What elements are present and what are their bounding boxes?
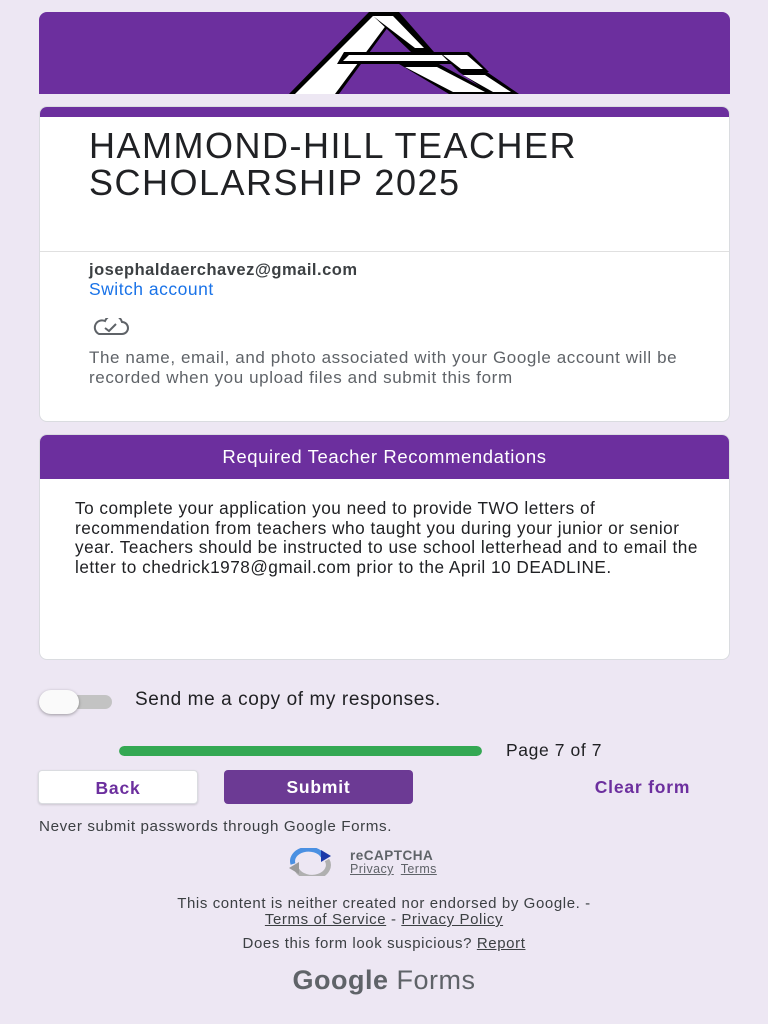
page-indicator: Page 7 of 7 (506, 740, 603, 760)
google-forms-logo[interactable] (0, 965, 768, 996)
account-email: josephaldaerchavez@gmail.com (89, 261, 358, 279)
section-card (39, 434, 730, 660)
brand-forms: Forms (396, 965, 476, 995)
terms-of-service-link[interactable]: Terms of Service (264, 911, 387, 928)
ark-logo (39, 12, 730, 94)
disclaimer-text: This content is neither created nor endorsed by Google. - (177, 895, 591, 912)
recaptcha-links (350, 862, 444, 876)
progress-fill (119, 746, 482, 756)
recaptcha-icon (287, 848, 335, 876)
record-notice: The name, email, and photo associated with your Google account will be recorded when you upload files and submit this form (89, 348, 678, 387)
header-banner (39, 12, 730, 94)
section-description: To complete your application you need to provide TWO letters of recommendation from teachers who taught you during your junior or senior year. Teachers should be instructed to use school letterhead and to email the letter to chedrick1978@gmail.com prior to the April 10 DEADLINE. (75, 498, 698, 577)
divider (40, 251, 729, 252)
form-title: HAMMOND-HILL TEACHER SCHOLARSHIP 2025 (89, 125, 578, 203)
privacy-policy-link[interactable]: Privacy Policy (401, 911, 504, 928)
report-link[interactable]: Report (476, 935, 526, 952)
copy-responses-label: Send me a copy of my responses. (135, 689, 441, 710)
back-button[interactable]: Back (38, 770, 198, 804)
submit-button[interactable]: Submit (224, 770, 413, 804)
clear-form-button[interactable]: Clear form (594, 777, 691, 797)
recaptcha-terms-link[interactable]: Terms (400, 862, 437, 876)
report-line (0, 935, 768, 952)
cloud-check-icon (89, 318, 131, 336)
switch-account-link[interactable]: Switch account (89, 279, 214, 299)
toggle-knob[interactable] (39, 690, 79, 714)
brand-google: Google (292, 965, 389, 995)
section-title: Required Teacher Recommendations (40, 435, 729, 479)
form-header-card (39, 106, 730, 422)
disclaimer (0, 896, 768, 928)
progress-bar (119, 746, 482, 756)
recaptcha-privacy-link[interactable]: Privacy (350, 862, 394, 876)
recaptcha-title: reCAPTCHA (350, 848, 434, 863)
accent-bar (40, 107, 729, 117)
link-separator: - (386, 911, 402, 928)
suspicious-text: Does this form look suspicious? (242, 935, 473, 952)
password-warning: Never submit passwords through Google Forms. (39, 818, 393, 835)
